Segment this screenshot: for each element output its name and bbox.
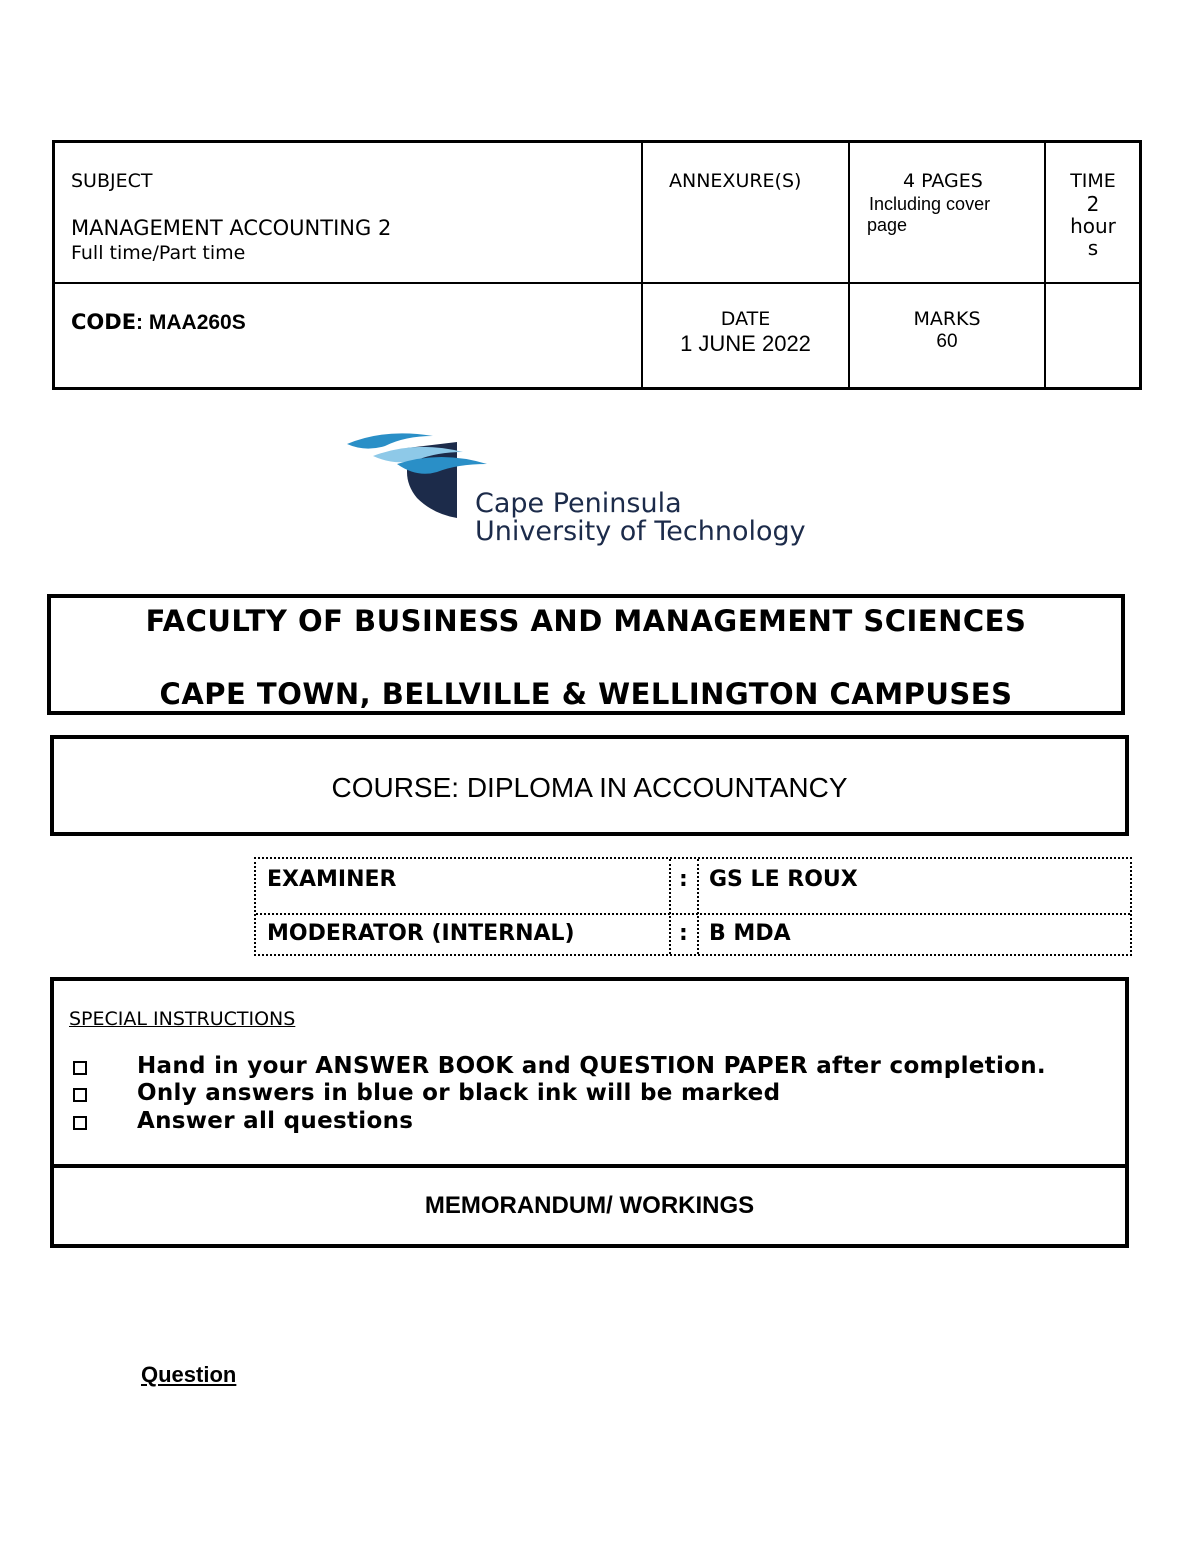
moderator-separator: : bbox=[679, 921, 688, 946]
date-label: DATE bbox=[720, 308, 771, 330]
campuses-title: CAPE TOWN, BELLVILLE & WELLINGTON CAMPUSES bbox=[159, 677, 1013, 711]
instructions-heading: SPECIAL INSTRUCTIONS bbox=[69, 1008, 296, 1030]
memo-title: MEMORANDUM/ WORKINGS bbox=[424, 1192, 755, 1219]
moderator-label: MODERATOR (INTERNAL) bbox=[267, 921, 575, 946]
course-box bbox=[50, 735, 1129, 836]
header-row-divider bbox=[55, 282, 1139, 284]
marks-value: 60 bbox=[936, 331, 958, 352]
instruction-item: Only answers in blue or black ink will be marked bbox=[137, 1080, 781, 1106]
checkbox-icon bbox=[73, 1088, 87, 1102]
question-label: Question bbox=[141, 1362, 237, 1387]
examiner-label: EXAMINER bbox=[267, 867, 397, 892]
study-mode: Full time/Part time bbox=[71, 242, 246, 264]
time-label: TIME bbox=[1070, 170, 1116, 192]
instructions-divider bbox=[54, 1164, 1125, 1168]
course-code: CODE: MAA260S bbox=[71, 310, 246, 334]
examiner-separator: : bbox=[679, 867, 688, 892]
time-value: 2 hour s bbox=[1070, 192, 1116, 260]
checkbox-icon bbox=[73, 1116, 87, 1130]
staff-col-divider bbox=[697, 859, 699, 954]
subject-label: SUBJECT bbox=[71, 170, 153, 192]
logo-text: Cape Peninsula University of Technology bbox=[475, 488, 806, 547]
pages-label: 4 PAGES bbox=[903, 170, 983, 192]
marks-label: MARKS bbox=[913, 308, 981, 330]
instructions-box bbox=[50, 977, 1129, 1248]
logo-emblem-icon bbox=[345, 430, 495, 525]
header-divider bbox=[1044, 143, 1046, 387]
course-title: COURSE: DIPLOMA IN ACCOUNTANCY bbox=[331, 772, 848, 803]
pages-note: Including cover page bbox=[867, 194, 991, 235]
instruction-item: Hand in your ANSWER BOOK and QUESTION PAPER after completion. bbox=[137, 1053, 1046, 1079]
staff-row-divider bbox=[256, 913, 1130, 915]
examiner-name: GS LE ROUX bbox=[709, 867, 858, 892]
header-table bbox=[52, 140, 1142, 390]
subject-name: MANAGEMENT ACCOUNTING 2 bbox=[71, 216, 392, 240]
staff-col-divider bbox=[669, 859, 671, 954]
annexure-label: ANNEXURE(S) bbox=[669, 170, 802, 192]
faculty-box bbox=[47, 594, 1125, 715]
university-logo bbox=[345, 430, 855, 555]
date-value: 1 JUNE 2022 bbox=[680, 331, 811, 356]
faculty-title: FACULTY OF BUSINESS AND MANAGEMENT SCIENCES bbox=[145, 604, 1027, 638]
moderator-name: B MDA bbox=[709, 921, 791, 946]
instruction-item: Answer all questions bbox=[137, 1108, 414, 1134]
checkbox-icon bbox=[73, 1061, 87, 1075]
staff-table bbox=[254, 857, 1132, 956]
